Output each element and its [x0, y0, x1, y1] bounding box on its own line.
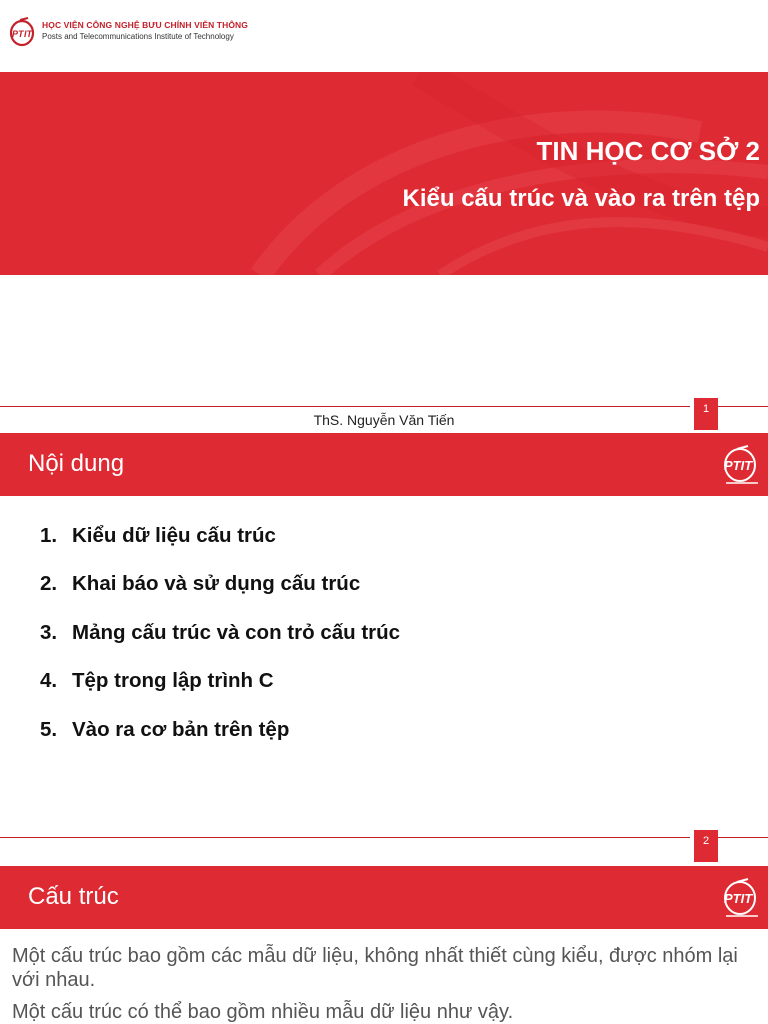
- footer-divider: [718, 406, 768, 407]
- agenda-label: Khai báo và sử dụng cấu trúc: [72, 572, 361, 596]
- agenda-label: Mảng cấu trúc và con trỏ cấu trúc: [72, 620, 401, 644]
- agenda-item: [40, 718, 740, 766]
- author-name: ThS. Nguyễn Văn Tiến: [313, 412, 455, 428]
- agenda-label: Kiểu dữ liệu cấu trúc: [72, 524, 276, 547]
- course-title: TIN HỌC CƠ SỞ 2: [536, 136, 760, 166]
- agenda-number: 4.: [40, 669, 58, 693]
- logo-text: PTIT: [724, 458, 753, 473]
- svg-text:IT: IT: [24, 29, 32, 39]
- title-banner: [0, 72, 768, 275]
- slide-header-bar: [0, 866, 768, 929]
- svg-text:PT: PT: [12, 29, 24, 39]
- agenda-label: Tệp trong lập trình C: [72, 669, 274, 693]
- body-paragraph: Một cấu trúc bao gồm các mẫu dữ liệu, không nhất thiết cùng kiểu, được nhóm lại với nhau.: [12, 945, 738, 991]
- slide-heading: Cấu trúc: [28, 883, 119, 910]
- ptit-logo-icon: [720, 876, 764, 920]
- agenda-label: Vào ra cơ bản trên tệp: [72, 717, 290, 741]
- agenda-number: 2.: [40, 572, 58, 596]
- page-number: 1: [694, 398, 718, 430]
- agenda-item: [40, 621, 740, 669]
- agenda-item: [40, 669, 740, 717]
- agenda-number: 3.: [40, 620, 58, 644]
- slide-header-bar: [0, 433, 768, 496]
- institute-name-en: Posts and Telecommunications Institute of Technology: [42, 32, 234, 41]
- footer-divider: [718, 837, 768, 838]
- agenda-item: [40, 572, 740, 620]
- footer-divider: [0, 406, 690, 407]
- logo-text: PTIT: [724, 891, 753, 906]
- course-subtitle: Kiểu cấu trúc và vào ra trên tệp: [402, 185, 760, 212]
- footer-divider: [0, 837, 690, 838]
- slide-heading: Nội dung: [28, 450, 125, 477]
- ptit-logo-icon: [720, 443, 764, 487]
- page-number: 2: [694, 830, 718, 862]
- agenda-number: 5.: [40, 717, 58, 741]
- agenda-list: [40, 524, 740, 766]
- agenda-number: 1.: [40, 524, 58, 547]
- institute-name-vn: HỌC VIỆN CÔNG NGHỆ BƯU CHÍNH VIỄN THÔNG: [42, 20, 248, 30]
- ptit-logo-icon: [8, 16, 40, 48]
- body-paragraph: Một cấu trúc có thể bao gồm nhiều mẫu dữ liệu như vậy.: [12, 1001, 514, 1023]
- agenda-item: [40, 524, 740, 572]
